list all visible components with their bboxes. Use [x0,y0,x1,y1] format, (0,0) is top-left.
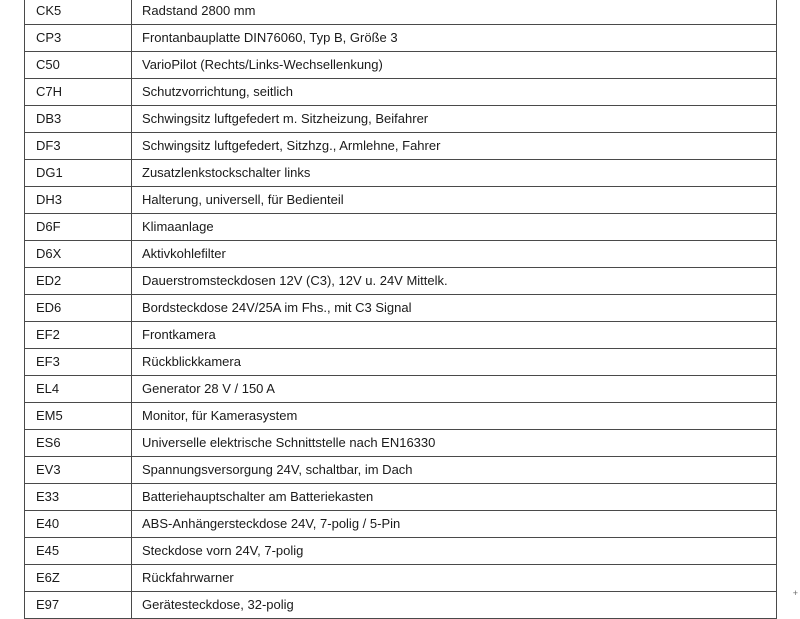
table-row [25,592,777,619]
option-code-cell: DB3 [25,106,132,133]
option-code-cell: DG1 [25,160,132,187]
option-code-cell: ED6 [25,295,132,322]
option-description-cell: Bordsteckdose 24V/25A im Fhs., mit C3 Signal [132,295,777,322]
table-row [25,25,777,52]
table-row [25,0,777,25]
table-row [25,52,777,79]
option-description-cell: Klimaanlage [132,214,777,241]
option-description-cell: Radstand 2800 mm [132,0,777,25]
option-code-cell: C7H [25,79,132,106]
option-description-cell: Zusatzlenkstockschalter links [132,160,777,187]
options-table-body [25,0,777,619]
table-row [25,79,777,106]
option-description-cell: Frontanbauplatte DIN76060, Typ B, Größe 3 [132,25,777,52]
option-code-cell: E97 [25,592,132,619]
table-row [25,565,777,592]
option-description-cell: Schwingsitz luftgefedert, Sitzhzg., Armlehne, Fahrer [132,133,777,160]
table-row [25,376,777,403]
option-code-cell: E6Z [25,565,132,592]
option-description-cell: Schutzvorrichtung, seitlich [132,79,777,106]
option-code-cell: E33 [25,484,132,511]
option-code-cell: E45 [25,538,132,565]
option-description-cell: Halterung, universell, für Bedienteil [132,187,777,214]
option-code-cell: C50 [25,52,132,79]
table-row [25,187,777,214]
option-description-cell: Frontkamera [132,322,777,349]
table-row [25,268,777,295]
table-row [25,160,777,187]
option-description-cell: Rückfahrwarner [132,565,777,592]
option-description-cell: Dauerstromsteckdosen 12V (C3), 12V u. 24V Mittelk. [132,268,777,295]
option-code-cell: D6X [25,241,132,268]
option-code-cell: CP3 [25,25,132,52]
option-code-cell: EM5 [25,403,132,430]
option-description-cell: Monitor, für Kamerasystem [132,403,777,430]
table-row [25,430,777,457]
corner-mark: + [792,588,798,598]
option-description-cell: Rückblickkamera [132,349,777,376]
option-code-cell: DF3 [25,133,132,160]
option-code-cell: ES6 [25,430,132,457]
table-row [25,484,777,511]
table-row [25,511,777,538]
table-row [25,241,777,268]
option-description-cell: Gerätesteckdose, 32-polig [132,592,777,619]
option-description-cell: Spannungsversorgung 24V, schaltbar, im Dach [132,457,777,484]
option-description-cell: VarioPilot (Rechts/Links-Wechsellenkung) [132,52,777,79]
options-table [24,0,777,619]
option-description-cell: ABS-Anhängersteckdose 24V, 7-polig / 5-Pin [132,511,777,538]
table-row [25,403,777,430]
table-row [25,214,777,241]
option-code-cell: EF2 [25,322,132,349]
option-code-cell: EF3 [25,349,132,376]
option-description-cell: Universelle elektrische Schnittstelle nach EN16330 [132,430,777,457]
option-code-cell: EV3 [25,457,132,484]
option-code-cell: DH3 [25,187,132,214]
option-code-cell: D6F [25,214,132,241]
table-row [25,295,777,322]
option-description-cell: Aktivkohlefilter [132,241,777,268]
option-code-cell: EL4 [25,376,132,403]
table-row [25,349,777,376]
option-description-cell: Steckdose vorn 24V, 7-polig [132,538,777,565]
option-description-cell: Generator 28 V / 150 A [132,376,777,403]
option-description-cell: Schwingsitz luftgefedert m. Sitzheizung, Beifahrer [132,106,777,133]
option-code-cell: E40 [25,511,132,538]
table-row [25,457,777,484]
option-code-cell: ED2 [25,268,132,295]
table-row [25,322,777,349]
table-row [25,106,777,133]
table-row [25,538,777,565]
option-code-cell: CK5 [25,0,132,25]
table-row [25,133,777,160]
option-description-cell: Batteriehauptschalter am Batteriekasten [132,484,777,511]
